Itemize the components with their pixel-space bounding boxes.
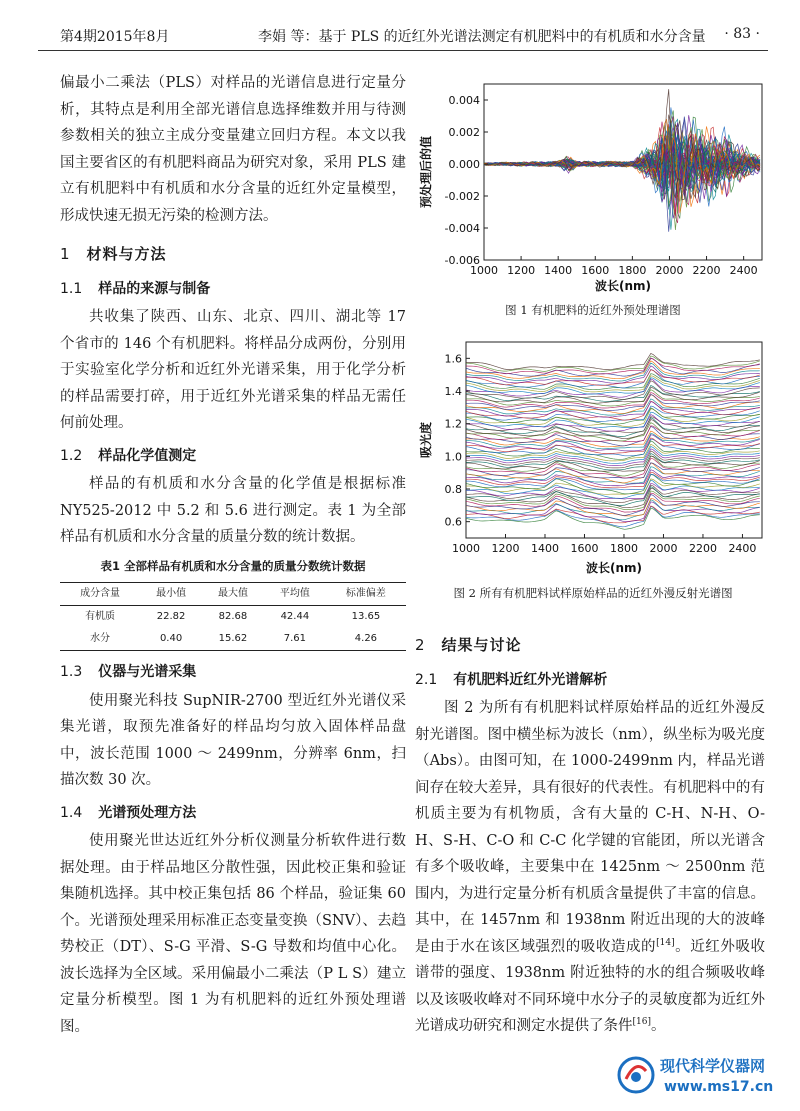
paragraph-1-4: 使用聚光世达近红外分析仪测量分析软件进行数据处理。由于样品地区分散性强，因此校正集和验证集随机选择。其中校正集包括 86 个样品，验证集 60 个。光谱预处理采用标准正态变量变换（SNV）、去趋势校正（DT）、S-G 平滑、S-G 导数和均值中心化。波长选择为全区域。采用偏最小二乘法（P L S）建立定量分析模型。图 1 为有机肥料的近红外预处理谱图。 <box>60 833 406 1035</box>
issue-date: 第4期2015年8月 <box>60 29 170 45</box>
stats-table <box>60 582 406 651</box>
section-title: 材料与方法 <box>86 245 167 263</box>
running-header <box>38 22 768 52</box>
page-number: · 83 · <box>724 26 760 42</box>
x-tick-label: 1000 <box>470 264 498 277</box>
section-number: 1.1 <box>60 280 83 297</box>
section-title: 样品的来源与制备 <box>98 280 211 297</box>
y-tick-label: 1.0 <box>444 450 462 464</box>
paragraph-1-2: 样品的有机质和水分含量的化学值是根据标准 NY525-2012 中 5.2 和 5.6 进行测定。表 1 为全部样品有机质和水分含量的质量分数的统计数据。 <box>60 476 406 545</box>
section-title: 结果与讨论 <box>441 636 522 654</box>
y-tick-label: -0.004 <box>444 222 480 235</box>
section-number: 2.1 <box>415 671 438 688</box>
figure-1 <box>418 78 768 294</box>
x-tick-label: 2400 <box>729 264 758 277</box>
y-axis-label: 预处理后的值 <box>419 135 433 209</box>
section-number: 1.3 <box>60 664 83 680</box>
table-cell: 0.40 <box>159 633 183 644</box>
section-1-heading <box>60 241 406 268</box>
table-header-cell: 最小值 <box>156 588 187 599</box>
table-cell: 13.65 <box>351 611 381 622</box>
running-title: 李娟 等：基于 PLS 的近红外光谱法测定有机肥料中的有机质和水分含量 <box>258 29 706 45</box>
y-tick-label: 1.6 <box>444 352 462 366</box>
spectrum-line <box>466 374 760 390</box>
paragraph-text: 图 2 为所有有机肥料试样原始样品的近红外漫反射光谱图。图中横坐标为波长（nm），纵坐标为吸光度（Abs）。由图可知，在 1000-2499nm 内，样品光谱间存在较大差异，具有很好的代表性。有机肥料中的有机质主要为有机物质，含有大量的 C-H、N-H、O-H、S-H、C-O 和 C-C 化学键的官能团，所以光谱含有多个吸收峰，主要集中在 1425nm ～ 2500nm 范围内，为进行定量分析有机质含量提供了丰富的信息。其中，在 1457nm 和 1938nm 附近出现的大的波峰是由于水在该区域强烈的吸收造成的 <box>415 700 765 955</box>
table-row <box>60 628 406 651</box>
x-axis-label: 波长(nm) <box>594 279 652 293</box>
header-rule <box>38 50 768 51</box>
section-title: 有机肥料近红外光谱解析 <box>453 671 608 688</box>
table-header-cell: 成分含量 <box>80 588 121 599</box>
section-number: 1.2 <box>60 447 83 464</box>
series-group <box>466 353 760 529</box>
section-2-1-heading <box>415 667 765 694</box>
table-header-cell: 最大值 <box>217 588 248 599</box>
intro-paragraph: 偏最小二乘法（PLS）对样品的光谱信息进行定量分析，其特点是利用全部光谱信息选择维数并用与待测参数相关的独立主成分变量建立回归方程。本文以我国主要省区的有机肥料商品为研究对象，采用 PLS 建立有机肥料中有机质和水分含量的近红外定量模型，形成快速无损无污染的检测方法。 <box>60 75 406 224</box>
table-cell: 7.61 <box>283 633 307 644</box>
table-header-row <box>60 583 406 606</box>
figure-2-caption: 图 2 所有有机肥料试样原始样品的近红外漫反射光谱图 <box>453 586 733 600</box>
y-tick-label: 0.004 <box>448 94 480 107</box>
table-cell: 82.68 <box>218 611 248 622</box>
x-tick-label: 1200 <box>491 542 520 555</box>
figure-2 <box>418 336 768 576</box>
section-1-2-heading <box>60 443 406 470</box>
x-tick-label: 1800 <box>618 264 647 277</box>
table-header-cell: 标准偏差 <box>345 588 386 599</box>
citation-16[interactable]: [16] <box>632 1017 651 1028</box>
table-header-cell: 平均值 <box>279 588 310 599</box>
paragraph-1-3: 使用聚光科技 SupNIR-2700 型近红外光谱仪采集光谱，取预先准备好的样品均匀放入固体样品盘中，波长范围 1000 ～ 2499nm，分辨率 6nm，扫描次数 30 次。 <box>60 692 406 788</box>
section-number: 1 <box>60 245 71 263</box>
site-watermark <box>616 1049 786 1101</box>
y-tick-label: 0.6 <box>444 515 462 529</box>
x-tick-label: 1200 <box>507 264 536 277</box>
table-cell: 15.62 <box>218 633 248 644</box>
x-tick-label: 2000 <box>649 542 678 555</box>
table-1 <box>60 553 406 652</box>
x-tick-label: 2200 <box>692 264 721 277</box>
y-tick-label: 0.002 <box>448 126 480 139</box>
y-tick-label: -0.002 <box>444 190 480 203</box>
left-column <box>60 70 406 1040</box>
table-cell: 42.44 <box>280 611 310 622</box>
x-tick-label: 1600 <box>581 264 610 277</box>
paragraph-text: 。 <box>650 1018 666 1034</box>
x-tick-label: 1400 <box>544 264 573 277</box>
table-row <box>60 606 406 629</box>
series-group <box>484 89 760 232</box>
section-1-4-heading <box>60 800 406 827</box>
watermark-logo-icon <box>619 1058 653 1092</box>
right-column <box>415 620 765 1040</box>
y-tick-label: 0.8 <box>444 483 462 496</box>
y-tick-label: 0.000 <box>448 158 480 171</box>
table-cell: 4.26 <box>354 633 378 644</box>
x-tick-label: 1000 <box>452 542 480 555</box>
x-tick-label: 1600 <box>570 542 599 555</box>
watermark-url: www.ms17.cn <box>664 1079 774 1095</box>
paragraph-text: 。近红外吸收谱带的强度、1938nm 附近独特的水的组合频吸收峰以及该吸收峰对不同环境中水分子的灵敏度都为近红外光谱成功研究和测定水提供了条件 <box>415 938 766 1034</box>
watermark-graphic <box>616 1049 786 1101</box>
y-tick-label: -0.006 <box>444 254 480 267</box>
section-title: 仪器与光谱采集 <box>98 664 197 680</box>
chart-raw-spectra <box>418 336 768 576</box>
x-tick-label: 1800 <box>609 542 638 555</box>
section-number: 1.4 <box>60 804 83 821</box>
section-title: 样品化学值测定 <box>98 447 197 464</box>
table-cell: 22.82 <box>156 611 186 622</box>
citation-14[interactable]: [14] <box>656 937 675 948</box>
x-axis-label: 波长(nm) <box>585 561 643 575</box>
section-1-1-heading <box>60 276 406 303</box>
paragraph-2-1 <box>415 695 765 1040</box>
paragraph-1-1: 共收集了陕西、山东、北京、四川、湖北等 17 个省市的 146 个有机肥料。将样品分成两份，分别用于实验室化学分析和近红外光谱采集，用于化学分析的样品需要打碎，用于近红外光谱采集的样品无需任何前处理。 <box>60 309 406 431</box>
y-axis-label: 吸光度 <box>419 421 433 459</box>
x-tick-label: 2000 <box>655 264 684 277</box>
y-tick-label: 1.2 <box>444 417 462 431</box>
x-tick-label: 2400 <box>728 542 757 555</box>
figure-1-caption: 图 1 有机肥料的近红外预处理谱图 <box>505 303 681 317</box>
table-cell: 水分 <box>90 633 111 644</box>
x-tick-label: 2200 <box>688 542 717 555</box>
section-title: 光谱预处理方法 <box>98 804 197 821</box>
table-caption: 表1 全部样品有机质和水分含量的质量分数统计数据 <box>100 558 366 573</box>
section-number: 2 <box>415 636 426 654</box>
section-2-heading <box>415 632 765 659</box>
section-1-3-heading <box>60 659 406 686</box>
spectrum-line <box>466 353 760 369</box>
chart-preprocessed-spectra <box>418 78 768 294</box>
watermark-name: 现代科学仪器网 <box>660 1057 766 1075</box>
x-tick-label: 1400 <box>530 542 559 555</box>
y-tick-label: 1.4 <box>444 385 462 398</box>
table-cell: 有机质 <box>85 611 116 622</box>
